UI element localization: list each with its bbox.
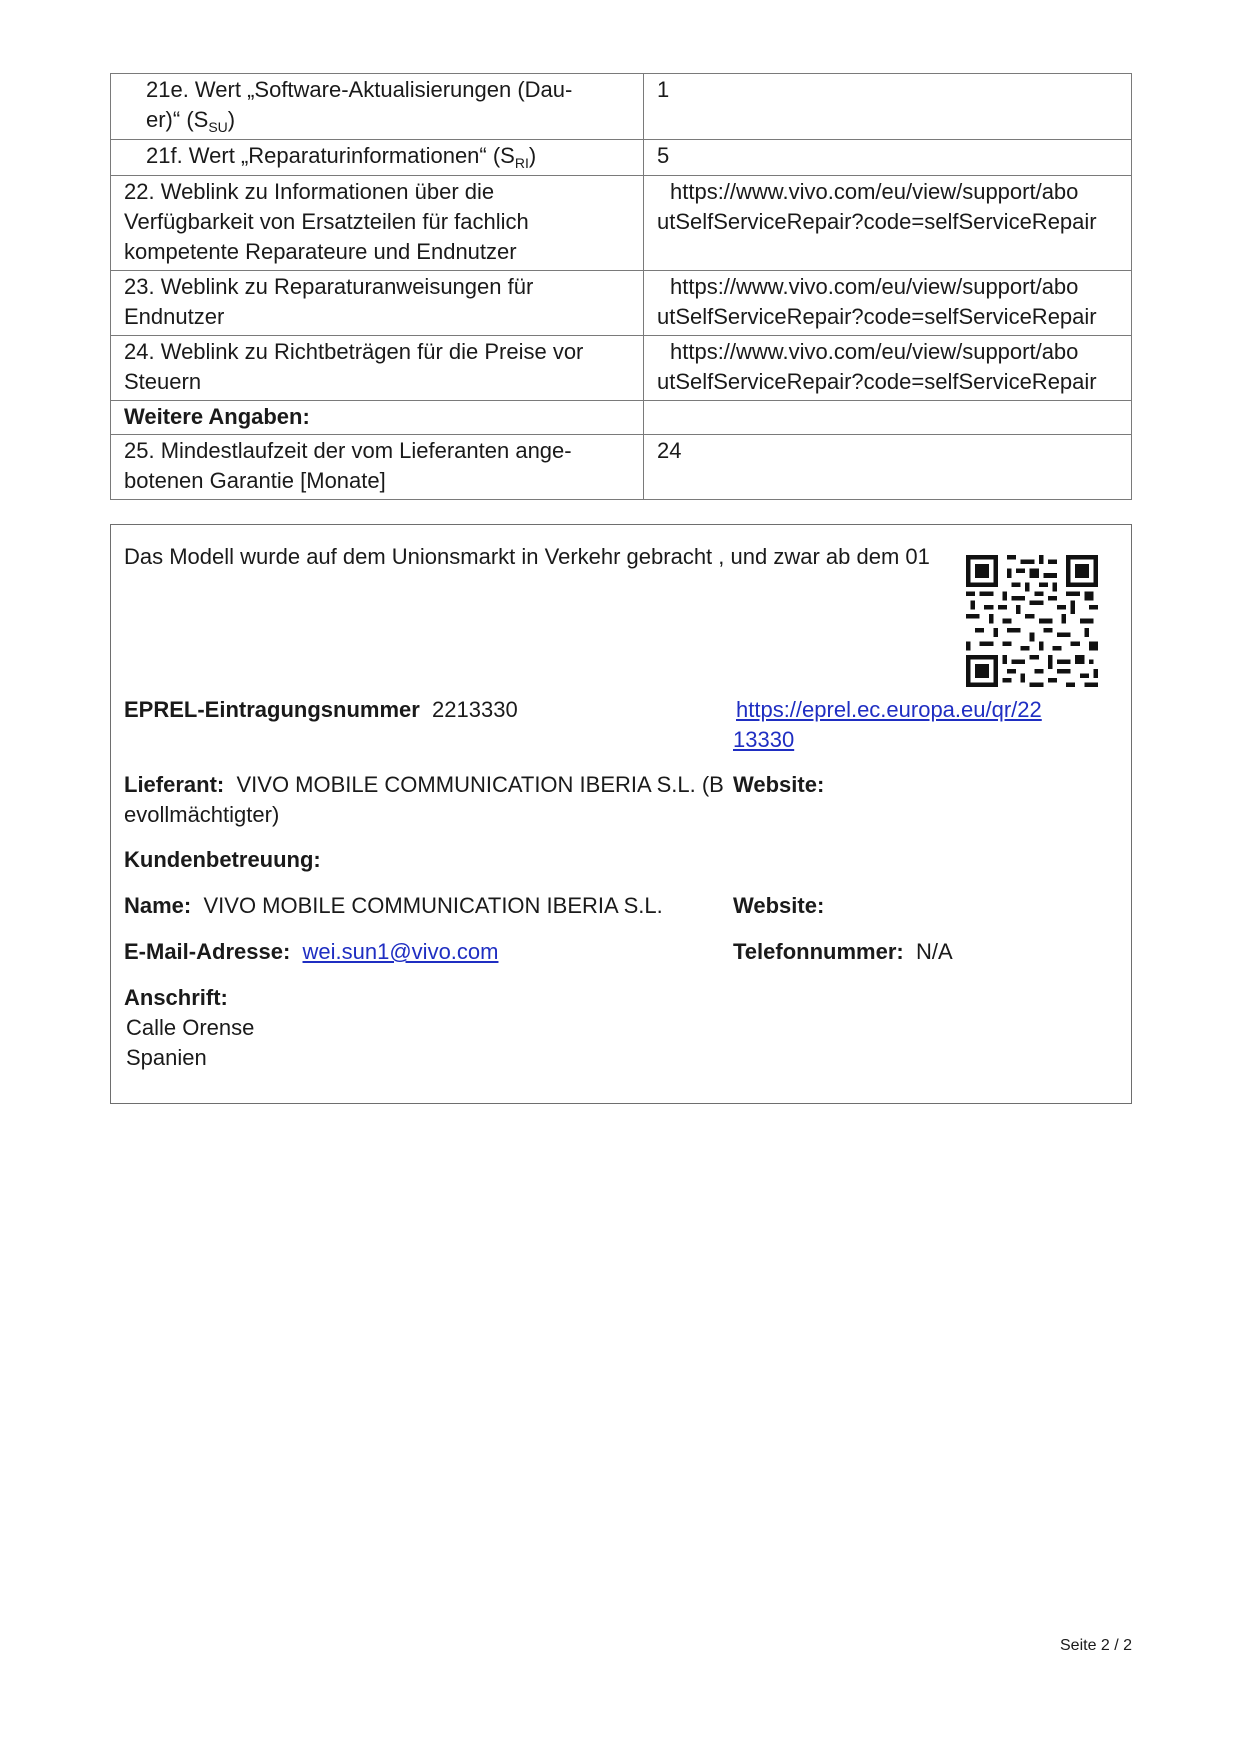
website-label: Website: — [733, 772, 825, 797]
email-field: E-Mail-Adresse: wei.sun1@vivo.com — [124, 939, 499, 964]
row-label: 24. Weblink zu Richtbeträgen für die Preise vor Steuern — [111, 336, 644, 401]
row-value: 24 — [644, 435, 1132, 500]
market-text: Das Modell wurde auf dem Unionsmarkt in Verkehr gebracht , und zwar ab dem 01 — [124, 544, 930, 569]
supplier-field: Lieferant: VIVO MOBILE COMMUNICATION IBERIA S.L. (B evollmächtigter) — [124, 772, 724, 827]
row-value — [644, 401, 1132, 435]
supplier-label: Lieferant: — [124, 772, 225, 797]
email-link[interactable]: wei.sun1@vivo.com — [302, 939, 499, 964]
table-row — [111, 336, 1132, 401]
table-row — [111, 401, 1132, 435]
name-field: Name: VIVO MOBILE COMMUNICATION IBERIA S.L. — [124, 893, 663, 918]
address-street: Calle Orense — [126, 1015, 255, 1040]
table-row — [111, 435, 1132, 500]
phone-field: Telefonnummer: N/A — [733, 939, 953, 964]
eprel-link[interactable]: https://eprel.ec.europa.eu/qr/22 13330 — [733, 697, 1042, 752]
table-row — [111, 74, 1132, 140]
address-field — [124, 983, 254, 1073]
row-label: 22. Weblink zu Informationen über die Verfügbarkeit von Ersatzteilen für fachlich kompetente Reparateure und Endnutzer — [111, 176, 644, 271]
table-row — [111, 271, 1132, 336]
qr-code-icon[interactable] — [966, 555, 1098, 687]
table-row — [111, 176, 1132, 271]
table-row — [111, 140, 1132, 176]
address-country: Spanien — [126, 1045, 207, 1070]
supplier-value: VIVO MOBILE COMMUNICATION IBERIA S.L. (B — [236, 772, 724, 797]
website-label-2: Website: — [733, 893, 825, 918]
row-value-link[interactable]: https://www.vivo.com/eu/view/support/abo utSelfServiceRepair?code=selfServiceRepair — [644, 176, 1132, 271]
customer-service-heading: Kundenbetreuung: — [124, 847, 321, 872]
page-number: Seite 2 / 2 — [1060, 1637, 1133, 1654]
row-value-link[interactable]: https://www.vivo.com/eu/view/support/abo utSelfServiceRepair?code=selfServiceRepair — [644, 336, 1132, 401]
row-label: 23. Weblink zu Reparaturanweisungen für Endnutzer — [111, 271, 644, 336]
section-heading: Weitere Angaben: — [111, 401, 644, 435]
eprel-label: EPREL-Eintragungsnummer — [124, 697, 420, 722]
row-value-link[interactable]: https://www.vivo.com/eu/view/support/abo utSelfServiceRepair?code=selfServiceRepair — [644, 271, 1132, 336]
row-label: 21f. Wert „Reparaturinformationen“ $(S_{RI})$ — [111, 140, 644, 176]
eprel-number-field — [124, 695, 518, 725]
row-value: 5 — [644, 140, 1132, 176]
row-label: 21e. Wert „Software-Aktualisierungen (Dau- er)“ $(S_{SU})$ — [111, 74, 644, 140]
eprel-value: 2213330 — [432, 697, 518, 722]
eprel-info-box — [110, 524, 1132, 1104]
address-label: Anschrift: — [124, 985, 228, 1010]
product-info-table — [110, 73, 1132, 500]
row-value: 1 — [644, 74, 1132, 140]
phone-value: N/A — [915, 939, 953, 964]
row-label: 25. Mindestlaufzeit der vom Lieferanten ange- botenen Garantie [Monate] — [111, 435, 644, 500]
name-value: VIVO MOBILE COMMUNICATION IBERIA S.L. — [203, 893, 663, 918]
